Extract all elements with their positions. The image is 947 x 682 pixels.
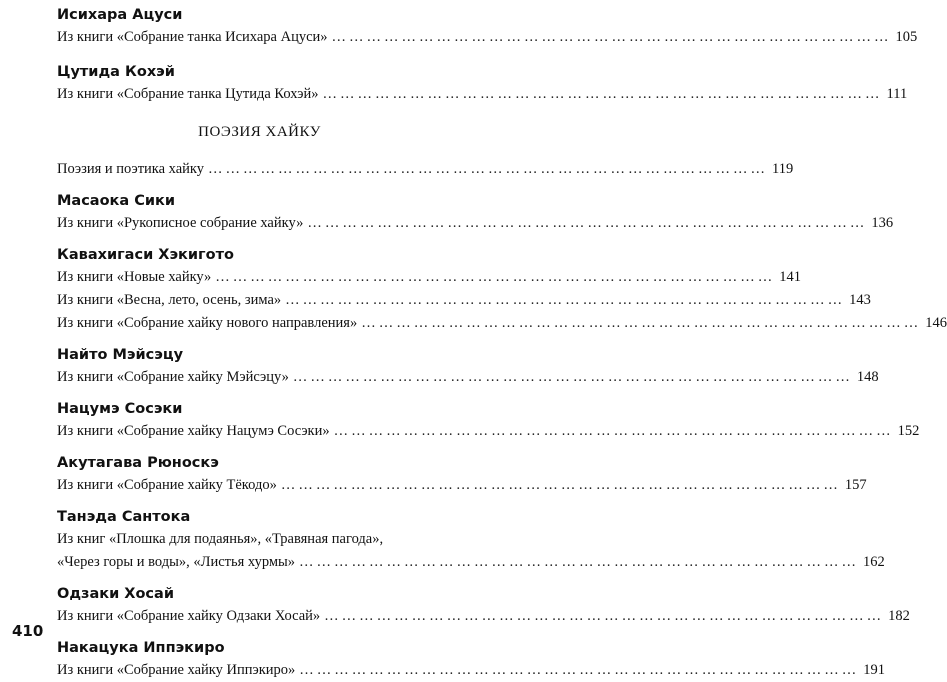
toc-entry[interactable] — [57, 26, 918, 49]
entry-title: Из книги «Собрание хайку Одзаки Хосай» — [57, 608, 321, 624]
entry-page: 162 — [863, 554, 885, 570]
author-name: Одзаки Хосай — [57, 586, 174, 602]
leader-dots: …………………………………………………………………………………… — [361, 315, 922, 331]
leader-dots: …………………………………………………………………………………… — [299, 554, 860, 570]
entry-page: 136 — [871, 215, 894, 231]
author-name: Нацумэ Сосэки — [57, 401, 183, 417]
leader-dots: …………………………………………………………………………………… — [307, 215, 868, 231]
entry-page: 146 — [925, 315, 947, 331]
leader-dots: …………………………………………………………………………………… — [208, 161, 769, 177]
toc-entry[interactable] — [57, 659, 886, 682]
leader-dots: …………………………………………………………………………………… — [215, 269, 776, 285]
toc-block — [57, 4, 918, 49]
leader-dots: …………………………………………………………………………………… — [331, 29, 892, 45]
entry-page: 148 — [856, 369, 879, 385]
toc-entry[interactable] — [57, 83, 908, 106]
entry-page: 105 — [895, 29, 918, 45]
section-title: ПОЭЗИЯ ХАЙКУ — [198, 124, 321, 140]
entry-title: Из книги «Собрание хайку Нацумэ Сосэки» — [57, 423, 330, 439]
toc-block — [57, 190, 894, 235]
toc-entry[interactable] — [57, 605, 910, 628]
author-name: Акутагава Рюноскэ — [57, 455, 219, 471]
toc-block — [57, 158, 794, 181]
entry-title: Из книги «Новые хайку» — [57, 269, 212, 285]
page-number: 410 — [12, 622, 44, 640]
toc-block — [57, 637, 886, 682]
entry-title: Из книги «Собрание танка Исихара Ацуси» — [57, 29, 328, 45]
toc-block — [57, 583, 910, 628]
toc-entry[interactable] — [57, 420, 920, 443]
entry-page: 141 — [779, 269, 802, 285]
entry-page: 157 — [844, 477, 867, 493]
toc-entry[interactable] — [57, 551, 885, 574]
entry-title: «Через горы и воды», «Листья хурмы» — [57, 554, 296, 570]
toc-block — [57, 344, 879, 389]
toc-column — [57, 4, 947, 682]
author-name: Найто Мэйсэцу — [57, 347, 184, 363]
toc-block — [57, 452, 867, 497]
entry-title: Из книги «Собрание танка Цутида Кохэй» — [57, 86, 319, 102]
leader-dots: …………………………………………………………………………………… — [299, 662, 860, 678]
toc-entry[interactable] — [57, 366, 879, 389]
toc-entry[interactable] — [57, 289, 871, 312]
toc-entry[interactable] — [57, 212, 894, 235]
entry-title: Из книги «Собрание хайку нового направления» — [57, 315, 358, 331]
leader-dots: …………………………………………………………………………………… — [285, 292, 846, 308]
entry-page: 119 — [772, 161, 794, 177]
entry-title-line: Из книг «Плошка для подаянья», «Травяная пагода», — [57, 531, 384, 547]
entry-title: Поэзия и поэтика хайку — [57, 161, 205, 177]
author-name: Накацука Иппэкиро — [57, 640, 225, 656]
entry-page: 191 — [863, 662, 886, 678]
toc-block — [57, 506, 885, 574]
author-name: Цутида Кохэй — [57, 64, 175, 80]
leader-dots: …………………………………………………………………………………… — [324, 608, 885, 624]
entry-title: Из книги «Рукописное собрание хайку» — [57, 215, 304, 231]
author-name: Масаока Сики — [57, 193, 176, 209]
toc-entry[interactable] — [57, 158, 794, 181]
author-name: Исихара Ацуси — [57, 7, 183, 23]
toc-block — [57, 244, 947, 335]
leader-dots: …………………………………………………………………………………… — [280, 477, 841, 493]
entry-title: Из книги «Собрание хайку Тёкодо» — [57, 477, 277, 493]
leader-dots: …………………………………………………………………………………… — [333, 423, 894, 439]
entry-page: 152 — [897, 423, 920, 439]
toc-entry[interactable] — [57, 312, 947, 335]
leader-dots: …………………………………………………………………………………… — [292, 369, 853, 385]
toc-block — [57, 398, 920, 443]
leader-dots: …………………………………………………………………………………… — [322, 86, 883, 102]
author-name: Танэда Сантока — [57, 509, 191, 525]
entry-page: 143 — [849, 292, 871, 308]
author-name: Кавахигаси Хэкигото — [57, 247, 234, 263]
entry-page: 111 — [886, 86, 908, 102]
toc-entry[interactable] — [57, 266, 802, 289]
entry-title: Из книги «Весна, лето, осень, зима» — [57, 292, 282, 308]
entry-page: 182 — [888, 608, 910, 624]
entry-title: Из книги «Собрание хайку Иппэкиро» — [57, 662, 296, 678]
toc-block — [57, 61, 908, 106]
toc-entry[interactable] — [57, 474, 867, 497]
entry-title: Из книги «Собрание хайку Мэйсэцу» — [57, 369, 289, 385]
